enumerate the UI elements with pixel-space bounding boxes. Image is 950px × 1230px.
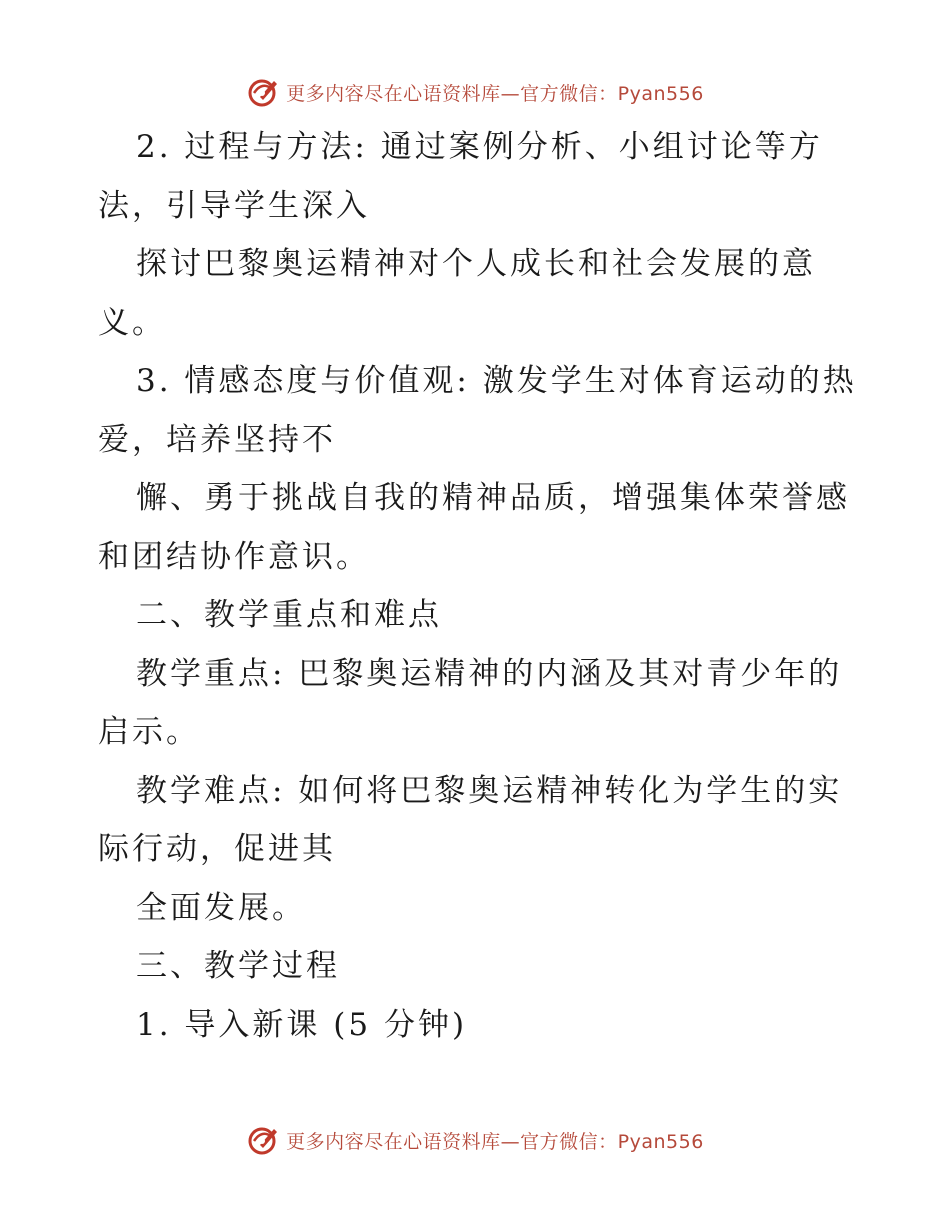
body-line: 启示。 <box>98 714 200 750</box>
pen-logo-icon <box>246 75 280 109</box>
body-line: 法，引导学生深入 <box>98 187 370 224</box>
section-heading: 二、教学重点和难点 <box>136 597 442 633</box>
body-line: 3. 情感态度与价值观: 激发学生对体育运动的热 <box>136 363 857 399</box>
section-heading: 三、教学过程 <box>136 948 340 984</box>
pen-logo-icon <box>246 1123 280 1157</box>
body-line: 爱，培养坚持不 <box>98 421 336 458</box>
body-line: 教学难点: 如何将巴黎奥运精神转化为学生的实 <box>136 772 843 809</box>
body-line: 1. 导入新课 (5 分钟) <box>136 1006 468 1043</box>
header-banner-text: 更多内容尽在心语资料库—官方微信：Pyan556 <box>286 82 704 105</box>
body-line: 2. 过程与方法: 通过案例分析、小组讨论等方 <box>136 129 823 165</box>
header-banner <box>0 72 950 112</box>
footer-banner <box>0 1120 950 1160</box>
document-body <box>98 118 858 1054</box>
body-line: 义。 <box>98 304 166 341</box>
body-line: 全面发展。 <box>136 889 306 926</box>
footer-banner-text: 更多内容尽在心语资料库—官方微信：Pyan556 <box>286 1130 704 1153</box>
body-line: 教学重点: 巴黎奥运精神的内涵及其对青少年的 <box>136 655 843 692</box>
body-line: 探讨巴黎奥运精神对个人成长和社会发展的意 <box>136 246 816 282</box>
body-line: 际行动，促进其 <box>98 831 336 867</box>
body-line: 和团结协作意识。 <box>98 538 370 575</box>
body-line: 懈、勇于挑战自我的精神品质，增强集体荣誉感 <box>136 480 850 516</box>
